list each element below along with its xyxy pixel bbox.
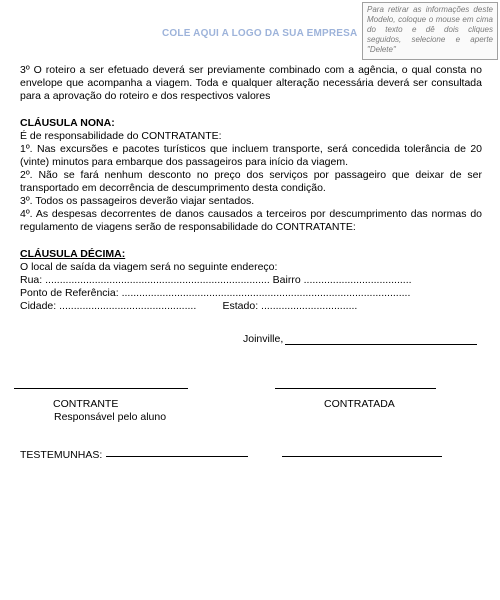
clause-decima-title: CLÁUSULA DÉCIMA: <box>20 248 126 260</box>
witness-2-signature-line[interactable] <box>282 456 442 457</box>
cidade-label: Cidade: <box>20 300 57 312</box>
bairro-field[interactable]: ..................................... <box>303 274 412 286</box>
instruction-note[interactable]: Para retirar as informações deste Modelo, coloque o mouse em cima do texto e dê dois cliques seguidos, selecione e aperte "Delete" <box>362 2 498 60</box>
clause-nona-item-4: 4º. As despesas decorrentes de danos causados a terceiros por descumprimento das normas do regulamento de viagens serão de responsabilidade do CONTRATANTE: <box>20 208 482 233</box>
address-rua-line <box>20 274 482 287</box>
testemunhas-label: TESTEMUNHAS: <box>20 449 103 461</box>
contratada-label: CONTRATADA <box>324 398 395 410</box>
clause-nona-item-1: 1º. Nas excursões e pacotes turísticos que incluem transporte, será concedida tolerância de 20 (vinte) minutos para embarque dos passageiros para início da viagem. <box>20 143 482 168</box>
estado-field[interactable]: ................................. <box>261 300 358 312</box>
city-date-line <box>243 333 477 345</box>
contratante-signature-line[interactable] <box>14 388 188 389</box>
address-cidade-line <box>20 300 482 313</box>
estado-label: Estado: <box>222 300 259 312</box>
clause-nona-item-3: 3º. Todos os passageiros deverão viajar sentados. <box>20 195 255 207</box>
clause-decima-intro: O local de saída da viagem será no seguinte endereço: <box>20 261 278 273</box>
contratada-signature-line[interactable] <box>275 388 436 389</box>
rua-field[interactable]: ............................................................................. <box>45 274 270 286</box>
cidade-field[interactable]: ............................................... <box>59 300 197 312</box>
clause-nona-intro: É de responsabilidade do CONTRATANTE: <box>20 130 222 142</box>
bairro-label: Bairro <box>272 274 301 286</box>
rua-label: Rua: <box>20 274 43 286</box>
paragraph-roteiro: 3º O roteiro a ser efetuado deverá ser previamente combinado com a agência, o qual consta no envelope que acompanha a viagem. Toda e qualquer alteração necessária deverá ser consultada para a aprovação do roteiro e dos respectivos valores <box>20 64 482 102</box>
contratante-sublabel: Responsável pelo aluno <box>54 411 167 423</box>
address-ponto-line <box>20 287 482 300</box>
ponto-field[interactable]: ................................................................................................... <box>121 287 411 299</box>
logo-placeholder: COLE AQUI A LOGO DA SUA EMPRESA <box>162 28 358 39</box>
contract-body <box>20 64 482 313</box>
city-label: Joinville, <box>243 333 284 345</box>
date-field[interactable] <box>285 335 477 345</box>
clause-nona-item-2: 2º. Não se fará nenhum desconto no preço dos serviços por passageiro que deixar de ser transportado em decorrência de descumprimento desta condição. <box>20 169 482 194</box>
ponto-label: Ponto de Referência: <box>20 287 119 299</box>
clause-nona-title: CLÁUSULA NONA: <box>20 117 115 129</box>
witness-1-signature-line[interactable] <box>106 456 248 457</box>
contratante-label: CONTRANTE <box>53 398 119 410</box>
